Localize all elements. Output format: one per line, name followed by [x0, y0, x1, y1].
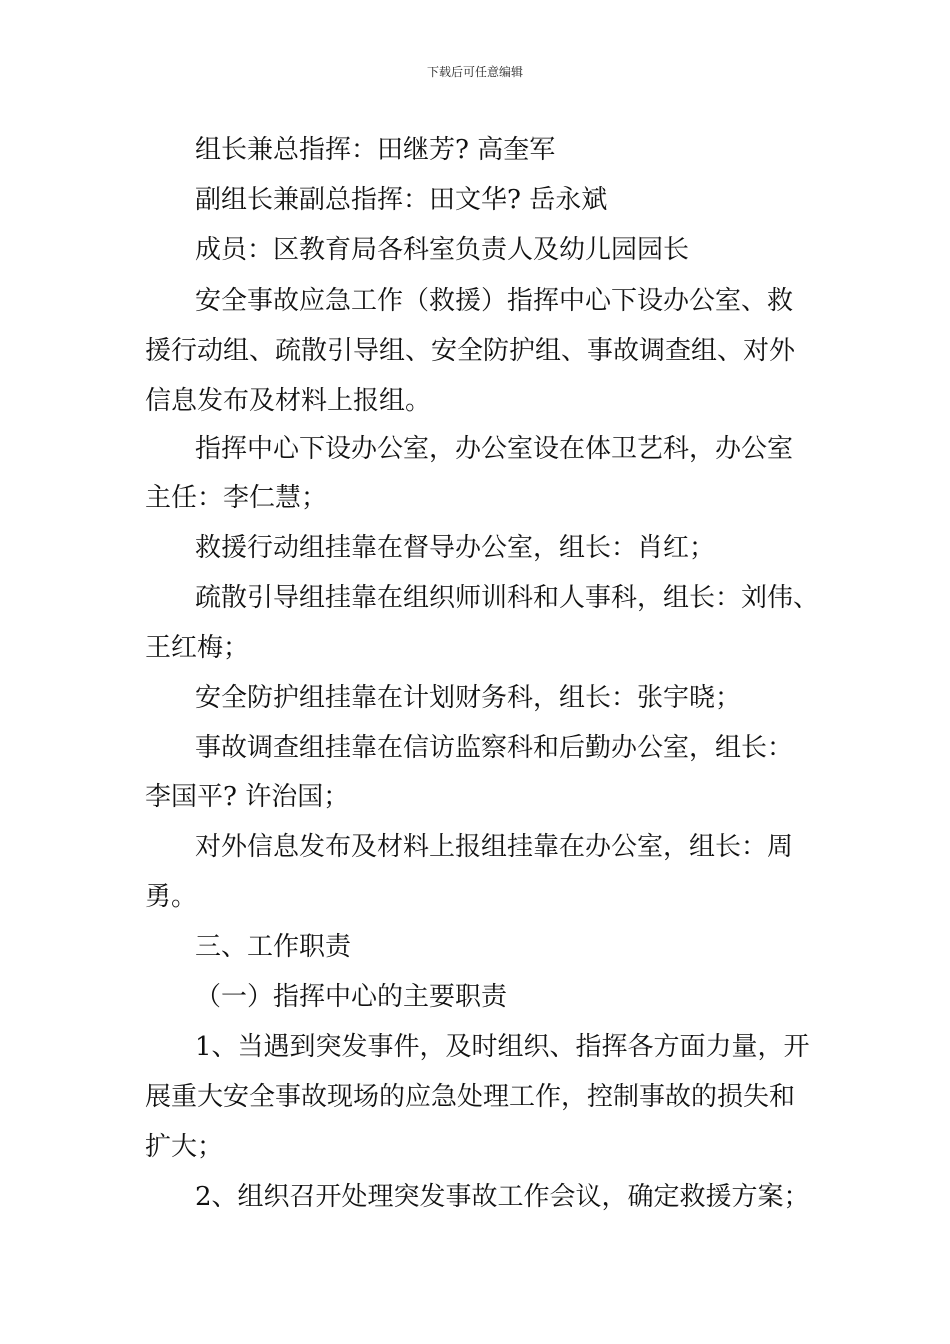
text-line: 李国平? 许治国； — [145, 782, 350, 812]
text-line: 援行动组、疏散引导组、安全防护组、事故调查组、对外 — [145, 336, 796, 366]
text-line: 主任：李仁慧； — [145, 483, 328, 513]
text-line: 疏散引导组挂靠在组织师训科和人事科，组长：刘伟、 — [195, 583, 820, 613]
text-line: 1、当遇到突发事件，及时组织、指挥各方面力量，开 — [195, 1032, 810, 1062]
text-line: 安全防护组挂靠在计划财务科，组长：张宇晓； — [195, 683, 742, 713]
text-line: 组长兼总指挥：田继芳? 高奎军 — [195, 135, 556, 165]
page-header-note: 下载后可任意编辑 — [426, 65, 523, 79]
text-line: 成员：区教育局各科室负责人及幼儿园园长 — [195, 235, 690, 265]
text-line: 事故调查组挂靠在信访监察科和后勤办公室，组长： — [195, 733, 794, 763]
text-line: 安全事故应急工作（救援）指挥中心下设办公室、救 — [195, 286, 794, 316]
text-line: 王红梅； — [145, 633, 250, 663]
section-heading: 三、工作职责 — [195, 932, 352, 962]
subsection-heading: （一）指挥中心的主要职责 — [195, 982, 508, 1012]
text-line: 展重大安全事故现场的应急处理工作，控制事故的损失和 — [145, 1082, 796, 1112]
text-line: 2、组织召开处理突发事故工作会议，确定救援方案； — [195, 1182, 810, 1212]
text-line: 扩大； — [145, 1132, 224, 1162]
text-line: 副组长兼副总指挥：田文华? 岳永斌 — [195, 185, 608, 215]
text-line: 对外信息发布及材料上报组挂靠在办公室，组长：周 — [195, 832, 794, 862]
text-line: 救援行动组挂靠在督导办公室，组长：肖红； — [195, 533, 716, 563]
text-line: 信息发布及材料上报组。 — [145, 386, 432, 416]
text-line: 指挥中心下设办公室，办公室设在体卫艺科，办公室 — [195, 434, 794, 464]
text-line: 勇。 — [145, 882, 198, 912]
